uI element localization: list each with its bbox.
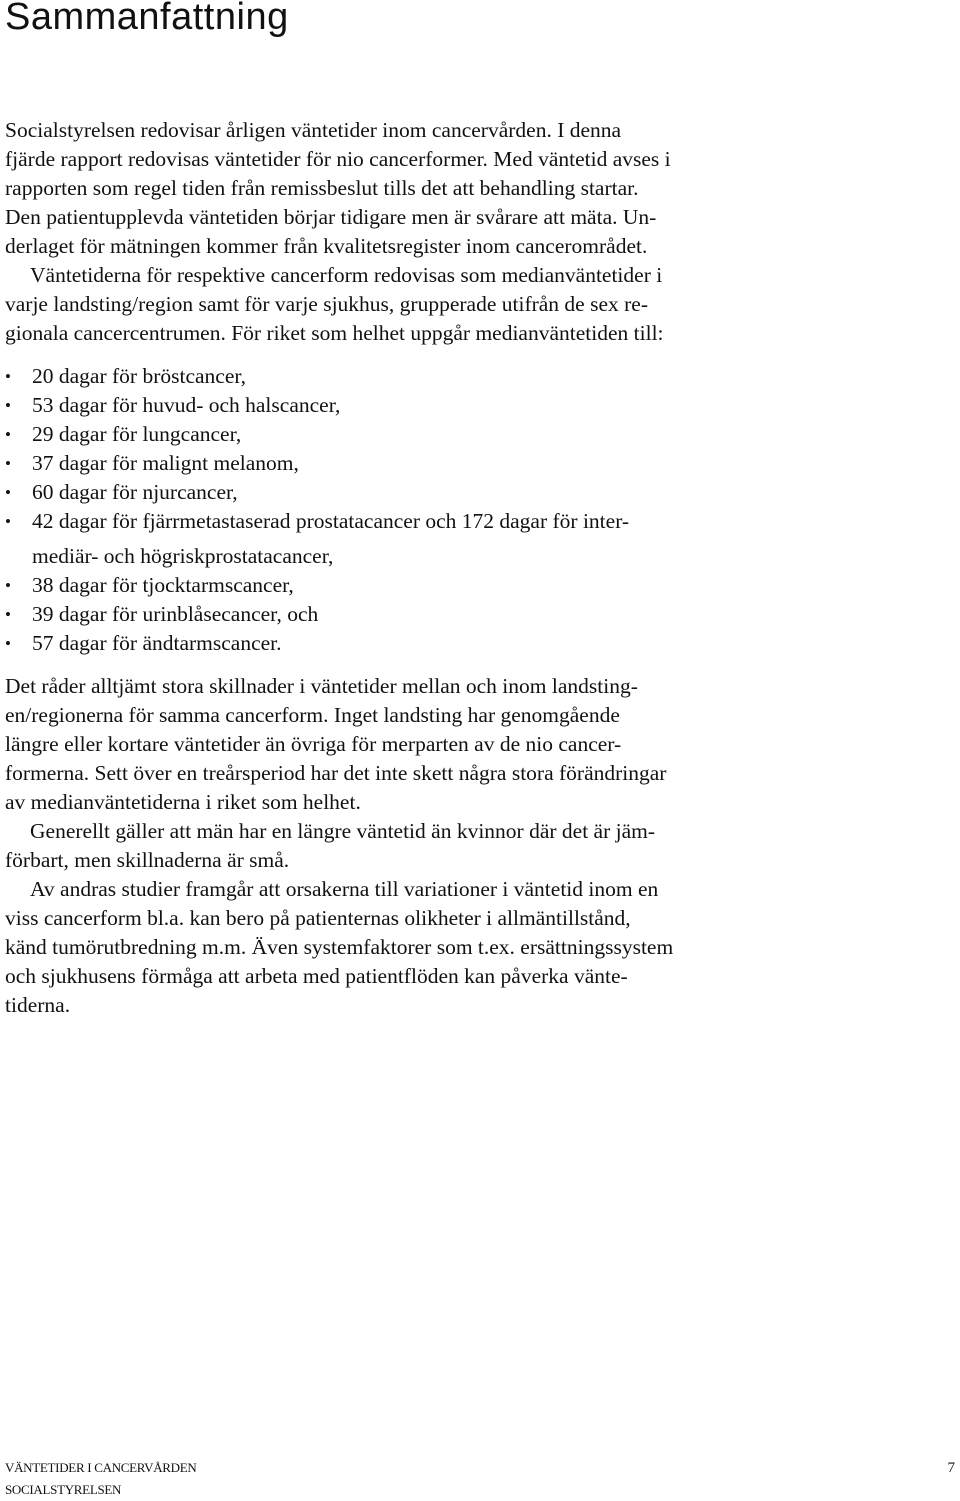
bullet-icon: • — [5, 605, 11, 624]
text-line: formerna. Sett över en treårsperiod har det inte skett några stora förändringar — [5, 761, 667, 785]
page-title: Sammanfattning — [5, 0, 289, 38]
text-line: förbart, men skillnaderna är små. — [5, 848, 290, 872]
intro-paragraph — [5, 116, 765, 348]
bullet-icon: • — [5, 576, 11, 595]
text-line: Generellt gäller att män har en längre väntetid än kvinnor där det är jäm- — [30, 819, 656, 843]
paragraph-gender — [5, 817, 765, 875]
text-line: av medianväntetiderna i riket som helhet. — [5, 790, 361, 814]
text-line: och sjukhusens förmåga att arbeta med patientflöden kan påverka vänte- — [5, 964, 628, 988]
text-line: fjärde rapport redovisas väntetider för nio cancerformer. Med väntetid avses i — [5, 147, 671, 171]
bullet-icon: • — [5, 512, 11, 531]
text-line: Väntetiderna för respektive cancerform redovisas som medianväntetider i — [30, 263, 663, 287]
text-line: varje landsting/region samt för varje sjukhus, grupperade utifrån de sex re- — [5, 292, 648, 316]
bullet-icon: • — [5, 425, 11, 444]
waiting-times-list — [5, 362, 765, 658]
bullet-icon: • — [5, 634, 11, 653]
list-item: • 37 dagar för malignt melanom, — [5, 449, 765, 478]
list-item-continuation: mediär- och högriskprostatacancer, — [32, 544, 334, 568]
text-line: Av andras studier framgår att orsakerna till variationer i väntetid inom en — [30, 877, 659, 901]
document-body — [5, 116, 765, 1020]
spacer — [5, 348, 765, 362]
page-number: 7 — [947, 1460, 955, 1476]
footer-report-title: VÄNTETIDER I CANCERVÅRDEN — [5, 1460, 197, 1475]
footer-publisher: SOCIALSTYRELSEN — [5, 1482, 122, 1497]
list-item: • 20 dagar för bröstcancer, — [5, 362, 765, 391]
text-line: tiderna. — [5, 993, 71, 1017]
text-line: längre eller kortare väntetider än övriga för merparten av de nio cancer- — [5, 732, 622, 756]
bullet-icon: • — [5, 454, 11, 473]
page-footer — [5, 1457, 955, 1501]
bullet-icon: • — [5, 483, 11, 502]
list-item: • 39 dagar för urinblåsecancer, och — [5, 600, 765, 629]
text-line: viss cancerform bl.a. kan bero på patienternas olikheter i allmäntillstånd, — [5, 906, 631, 930]
list-item: • 57 dagar för ändtarmscancer. — [5, 629, 765, 658]
bullet-icon: • — [5, 367, 11, 386]
text-line: känd tumörutbredning m.m. Även systemfaktorer som t.ex. ersättningssystem — [5, 935, 674, 959]
bullet-icon: • — [5, 396, 11, 415]
list-item: • 38 dagar för tjocktarmscancer, — [5, 571, 765, 600]
list-item: • 29 dagar för lungcancer, — [5, 420, 765, 449]
text-line: gionala cancercentrumen. För riket som helhet uppgår medianväntetiden till: — [5, 321, 664, 345]
list-item: • 42 dagar för fjärrmetastaserad prostatacancer och 172 dagar för inter- — [5, 507, 765, 536]
text-line: Det råder alltjämt stora skillnader i väntetider mellan och inom landsting- — [5, 674, 638, 698]
list-item: • 53 dagar för huvud- och halscancer, — [5, 391, 765, 420]
text-line: derlaget för mätningen kommer från kvalitetsregister inom cancerområdet. — [5, 234, 648, 258]
text-line: Den patientupplevda väntetiden börjar tidigare men är svårare att mäta. Un- — [5, 205, 657, 229]
text-line: Socialstyrelsen redovisar årligen väntetider inom cancervården. I denna — [5, 118, 622, 142]
text-line: en/regionerna för samma cancerform. Inget landsting har genomgående — [5, 703, 620, 727]
text-line: rapporten som regel tiden från remissbeslut tills det att behandling startar. — [5, 176, 639, 200]
paragraph-differences — [5, 672, 765, 817]
list-item: • 60 dagar för njurcancer, — [5, 478, 765, 507]
spacer — [5, 658, 765, 672]
paragraph-causes — [5, 875, 765, 1020]
